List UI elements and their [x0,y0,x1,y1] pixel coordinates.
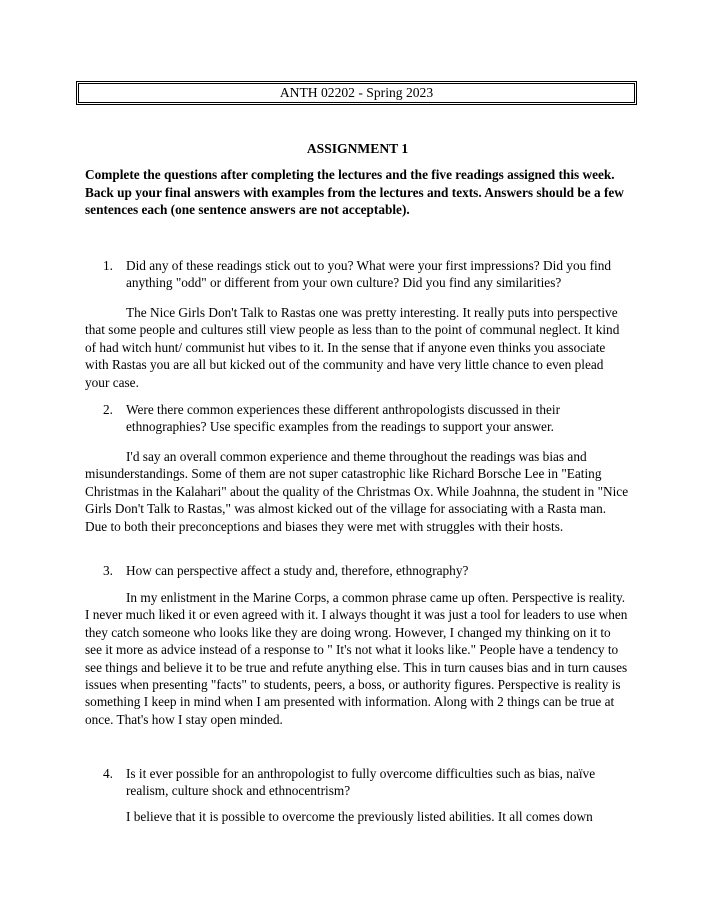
answer-1: The Nice Girls Don't Talk to Rastas one was pretty interesting. It really puts into perspective that some people and cultures still view people as less than to the point of communal neglect. It kind of had witch hunt/ communist hut vibes to it. In the sense that if anyone even thinks you associate with Rastas you are all but kicked out of the community and have very little chance to even plead your case. [85,305,620,390]
answer-2: I'd say an overall common experience and theme throughout the readings was bias and misunderstandings. Some of them are not super catastrophic like Richard Borsche Lee in "Eating Christmas in the Kalahari" about the quality of the Christmas Ox. While Joahnna, the student in "Nice Girls Don't Talk to Rastas," was almost kicked out of the village for associating with a Rasta man. Due to both their preconceptions and biases they were met with struggles with their hosts. [85,449,629,534]
assignment-title: ASSIGNMENT 1 [306,141,409,156]
question-text: Did any of these readings stick out to you? What were your first impressions? Did you find anything "odd" or different from your own culture? Did you find any similarities? [126,258,611,291]
question-1 [85,257,630,292]
question-number: 2. [103,402,113,417]
question-text: Is it ever possible for an anthropologist to fully overcome difficulties such as bias, naïve realism, culture shock and ethnocentrism? [126,766,596,799]
answer-3: In my enlistment in the Marine Corps, a common phrase came up often. Perspective is reality. I never much liked it or even agreed with it. I always thought it was just a tool for leaders to use when they catch someone who looks like they are doing wrong. However, I changed my thinking on it to see it more as advice instead of a response to " It's not what it looks like." People have a tendency to see things and believe it to be true and refute anything else. This in turn causes bias and in turn causes issues when presenting "facts" to students, peers, a boss, or authority figures. Perspective is reality is something I keep in mind when I am presented with information. Along with 2 things can be true at once. That's how I stay open minded. [85,590,628,727]
question-number: 4. [103,766,113,781]
question-number: 1. [103,258,113,273]
question-text: Were there common experiences these different anthropologists discussed in their ethnographies? Use specific examples from the readings to support your answer. [126,402,561,435]
question-number: 3. [103,563,113,578]
answer-4: I believe that it is possible to overcome the previously listed abilities. It all comes down [126,809,593,824]
assignment-instructions: Complete the questions after completing the lectures and the five readings assigned this week. Back up your final answers with examples from the lectures and texts. Answers should be a few sentences each (one sentence answers are not acceptable). [85,167,624,218]
course-header: ANTH 02202 - Spring 2023 [78,83,635,103]
question-2 [85,401,630,436]
question-text: How can perspective affect a study and, therefore, ethnography? [126,563,469,578]
question-4 [85,765,630,800]
question-3 [85,562,630,579]
